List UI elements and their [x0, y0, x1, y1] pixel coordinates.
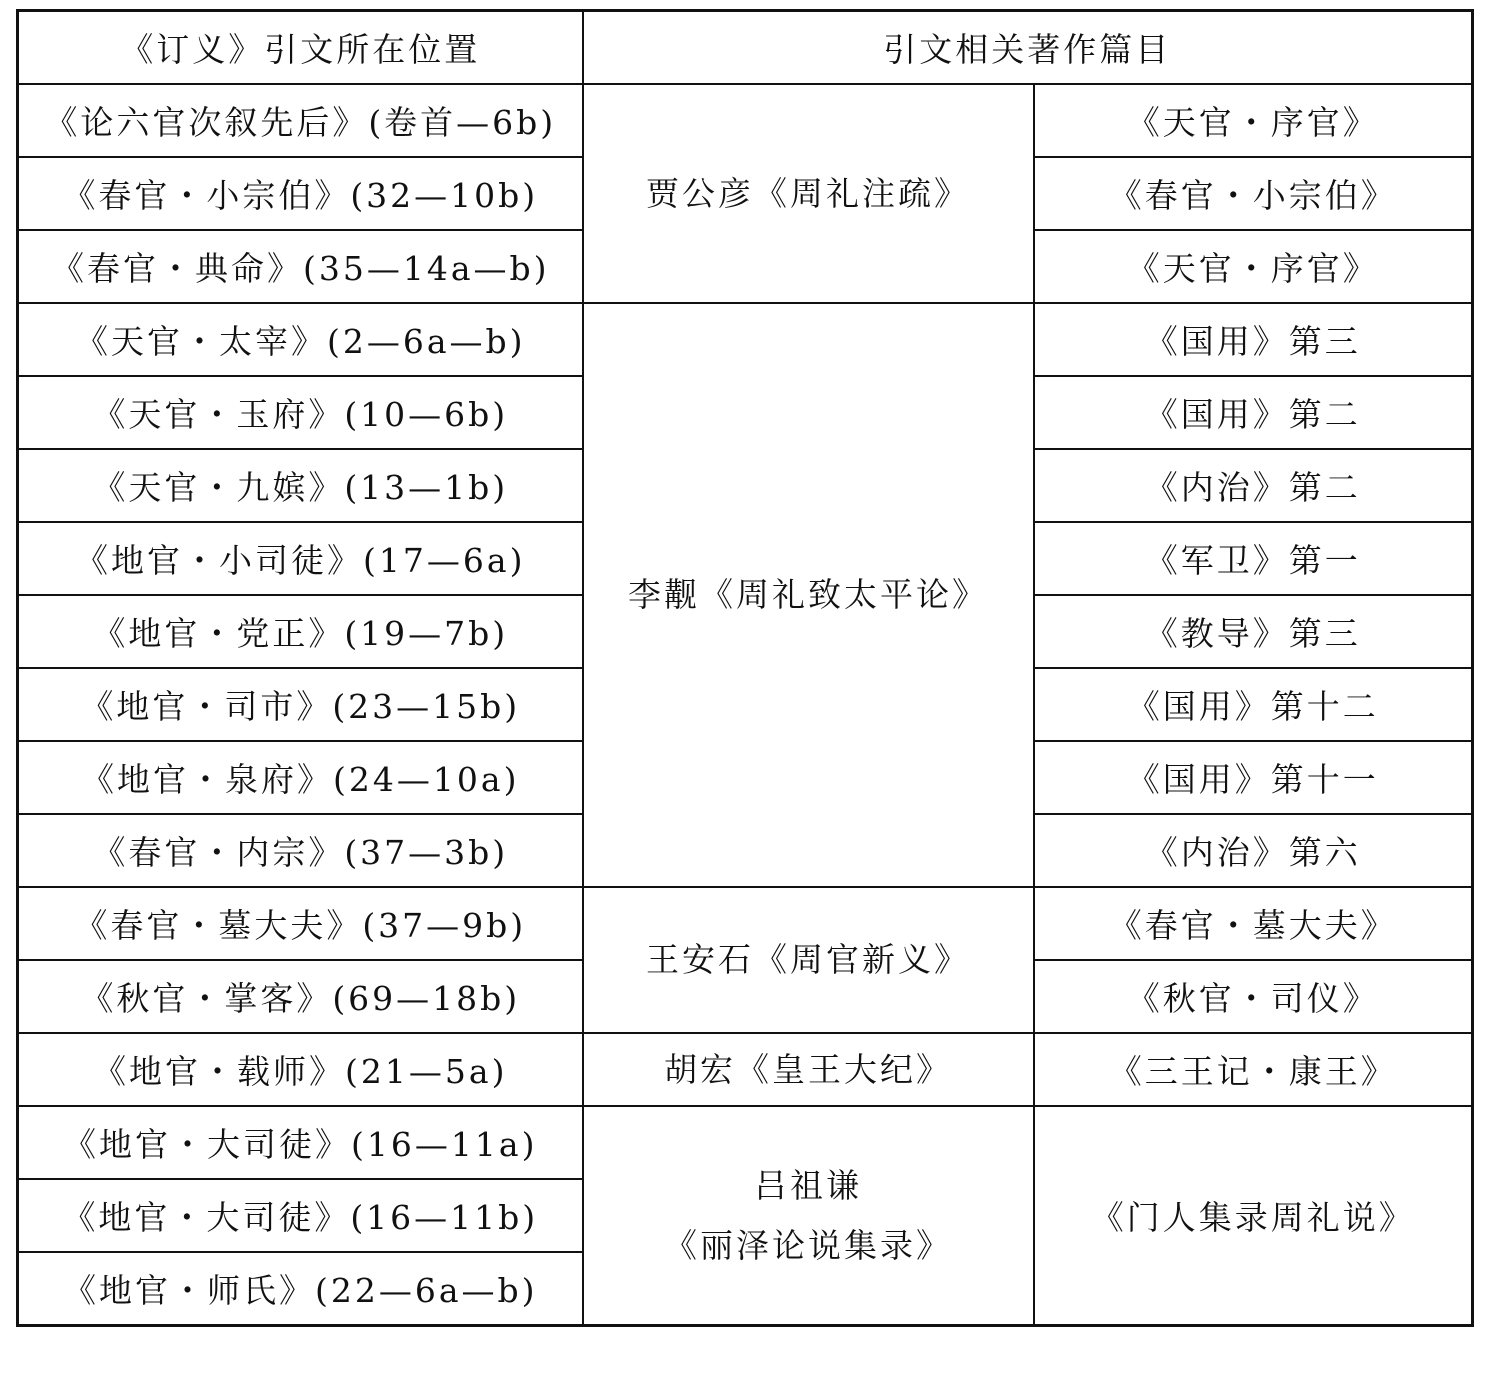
- citation-location: 《地官・师氏》(22—6a—b): [18, 1252, 583, 1326]
- related-work: [583, 1033, 1034, 1106]
- related-chapter: 《内治》第二: [1034, 449, 1473, 522]
- related-work: [583, 887, 1034, 1033]
- related-work-line: 吕祖谦: [754, 1165, 862, 1205]
- citation-location: 《地官・小司徒》(17—6a): [18, 522, 583, 595]
- related-chapter: 《国用》第二: [1034, 376, 1473, 449]
- citation-location: 《地官・大司徒》(16—11b): [18, 1179, 583, 1252]
- related-work: [583, 1106, 1034, 1326]
- related-chapter: 《天官・序官》: [1034, 230, 1473, 303]
- related-chapter: 《国用》第十二: [1034, 668, 1473, 741]
- citation-location: 《天官・玉府》(10—6b): [18, 376, 583, 449]
- related-chapter: 《春官・墓大夫》: [1034, 887, 1473, 960]
- related-work-line: 王安石《周官新义》: [646, 940, 970, 979]
- related-chapter: 《门人集录周礼说》: [1034, 1106, 1473, 1326]
- citation-location: 《春官・典命》(35—14a—b): [18, 230, 583, 303]
- citation-location: 《春官・内宗》(37—3b): [18, 814, 583, 887]
- related-chapter: 《教导》第三: [1034, 595, 1473, 668]
- header-row: [18, 11, 1473, 85]
- table-row: [18, 303, 1473, 376]
- related-work-line: 胡宏《皇王大纪》: [664, 1049, 952, 1089]
- related-chapter: 《国用》第十一: [1034, 741, 1473, 814]
- related-chapter: 《秋官・司仪》: [1034, 960, 1473, 1033]
- citation-table: [16, 9, 1474, 1327]
- related-chapter: 《内治》第六: [1034, 814, 1473, 887]
- citation-location: 《论六官次叙先后》(卷首—6b): [18, 84, 583, 157]
- related-work: [583, 303, 1034, 887]
- related-chapter: 《天官・序官》: [1034, 84, 1473, 157]
- related-chapter: 《三王记・康王》: [1034, 1033, 1473, 1106]
- related-work: [583, 84, 1034, 303]
- citation-location: 《秋官・掌客》(69—18b): [18, 960, 583, 1033]
- citation-location: 《天官・九嫔》(13—1b): [18, 449, 583, 522]
- header-location: 《订义》引文所在位置: [18, 11, 583, 85]
- related-work-line: 《丽泽论说集录》: [664, 1225, 952, 1265]
- related-work-line: 李觏《周礼致太平论》: [628, 575, 988, 614]
- citation-location: 《地官・载师》(21—5a): [18, 1033, 583, 1106]
- related-work-line: 贾公彦《周礼注疏》: [646, 173, 970, 213]
- related-chapter: 《军卫》第一: [1034, 522, 1473, 595]
- table-row: [18, 1033, 1473, 1106]
- header-related-works: 引文相关著作篇目: [583, 11, 1473, 85]
- table-row: [18, 887, 1473, 960]
- related-chapter: 《国用》第三: [1034, 303, 1473, 376]
- citation-location: 《春官・墓大夫》(37—9b): [18, 887, 583, 960]
- table-row: [18, 84, 1473, 157]
- citation-location: 《地官・泉府》(24—10a): [18, 741, 583, 814]
- related-chapter: 《春官・小宗伯》: [1034, 157, 1473, 230]
- citation-location: 《地官・大司徒》(16—11a): [18, 1106, 583, 1179]
- citation-location: 《地官・党正》(19—7b): [18, 595, 583, 668]
- citation-location: 《天官・太宰》(2—6a—b): [18, 303, 583, 376]
- citation-location: 《春官・小宗伯》(32—10b): [18, 157, 583, 230]
- table-row: [18, 1106, 1473, 1179]
- citation-table-container: [16, 9, 1474, 1327]
- citation-location: 《地官・司市》(23—15b): [18, 668, 583, 741]
